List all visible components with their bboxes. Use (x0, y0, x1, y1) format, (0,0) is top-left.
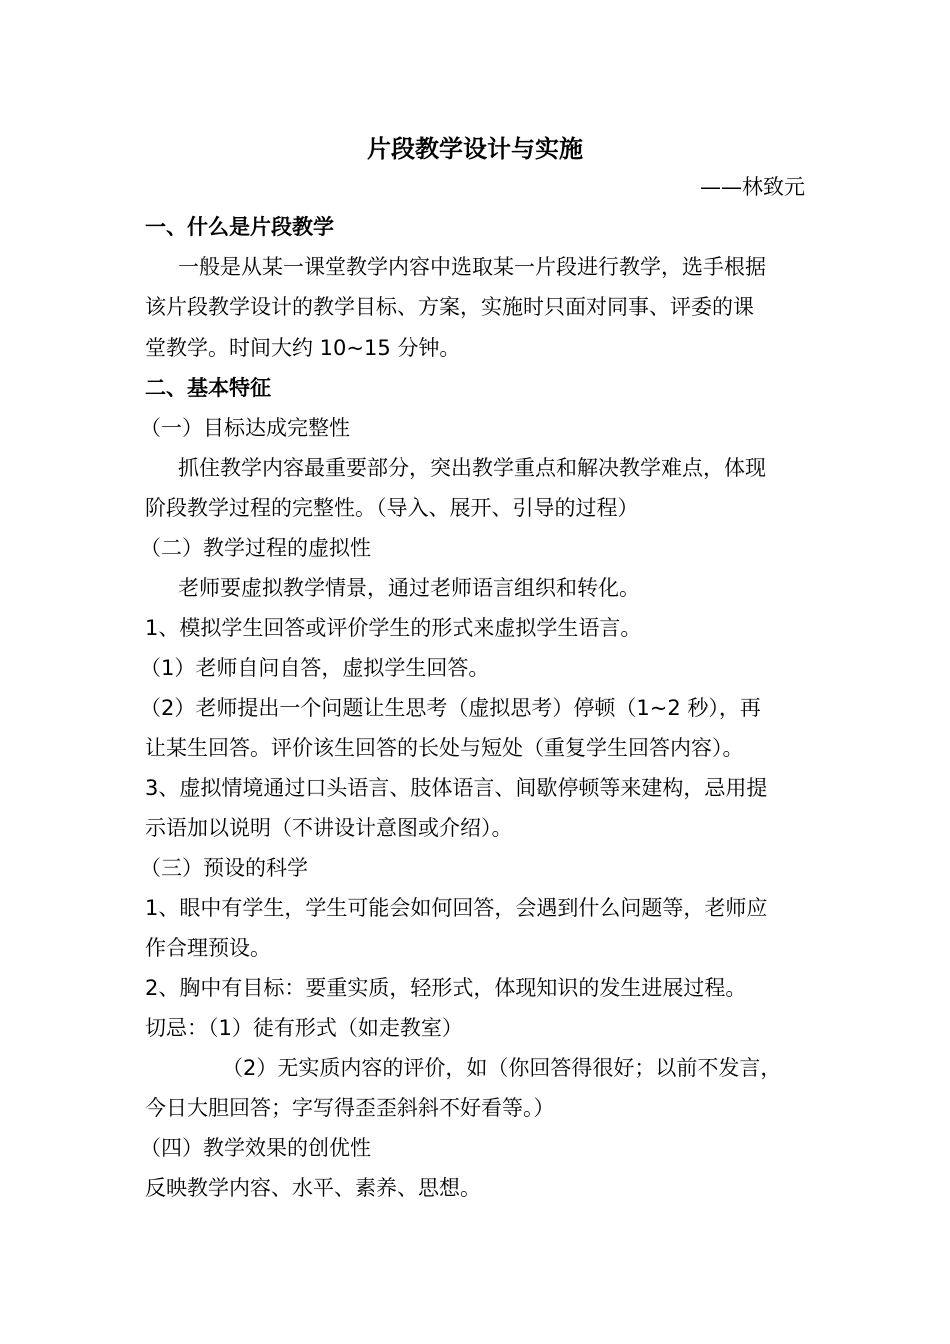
list-item: 3、虚拟情境通过口头语言、肢体语言、间歇停顿等来建构，忌用提 (145, 776, 768, 800)
paragraph-line: 阶段教学过程的完整性。（导入、展开、引导的过程） (145, 496, 639, 520)
list-item: （1）老师自问自答，虚拟学生回答。 (140, 656, 490, 680)
paragraph-line: 抓住教学内容最重要部分，突出教学重点和解决教学难点，体现 (178, 456, 766, 480)
author-line: ——林致元 (700, 175, 805, 199)
paragraph-line: 一般是从某一课堂教学内容中选取某一片段进行教学，选手根据 (178, 255, 766, 279)
subsection-heading: （一）目标达成完整性 (140, 416, 350, 440)
section-heading-2: 二、基本特征 (145, 376, 271, 400)
paragraph-line: 示语加以说明（不讲设计意图或介绍）。 (145, 816, 513, 840)
paragraph-line: 该片段教学设计的教学目标、方案，实施时只面对同事、评委的课 (145, 295, 754, 319)
document-title: 片段教学设计与实施 (367, 135, 583, 163)
paragraph-line: 反映教学内容、水平、素养、思想。 (145, 1176, 481, 1200)
section-heading-1: 一、什么是片段教学 (145, 215, 334, 239)
list-item: 1、眼中有学生，学生可能会如何回答，会遇到什么问题等，老师应 (145, 896, 768, 920)
list-item: 切忌：（1）徒有形式（如走教室） (145, 1016, 463, 1040)
list-item: 1、模拟学生回答或评价学生的形式来虚拟学生语言。 (145, 616, 642, 640)
subsection-heading: （三）预设的科学 (140, 856, 308, 880)
list-item: 2、胸中有目标：要重实质，轻形式，体现知识的发生进展过程。 (145, 976, 747, 1000)
list-item: （2）无实质内容的评价，如（你回答得很好；以前不发言， (222, 1056, 782, 1080)
paragraph-line: 今日大胆回答；字写得歪歪斜斜不好看等。） (145, 1096, 555, 1120)
paragraph-line: 堂教学。时间大约 10~15 分钟。 (145, 336, 461, 360)
paragraph-line: 作合理预设。 (145, 936, 271, 960)
paragraph-line: 让某生回答。评价该生回答的长处与短处（重复学生回答内容）。 (145, 736, 744, 760)
subsection-heading: （四）教学效果的创优性 (140, 1136, 371, 1160)
list-item: （2）老师提出一个问题让生思考（虚拟思考）停顿（1~2 秒），再 (140, 696, 761, 720)
paragraph-line: 老师要虚拟教学情景，通过老师语言组织和转化。 (178, 576, 640, 600)
subsection-heading: （二）教学过程的虚拟性 (140, 536, 371, 560)
